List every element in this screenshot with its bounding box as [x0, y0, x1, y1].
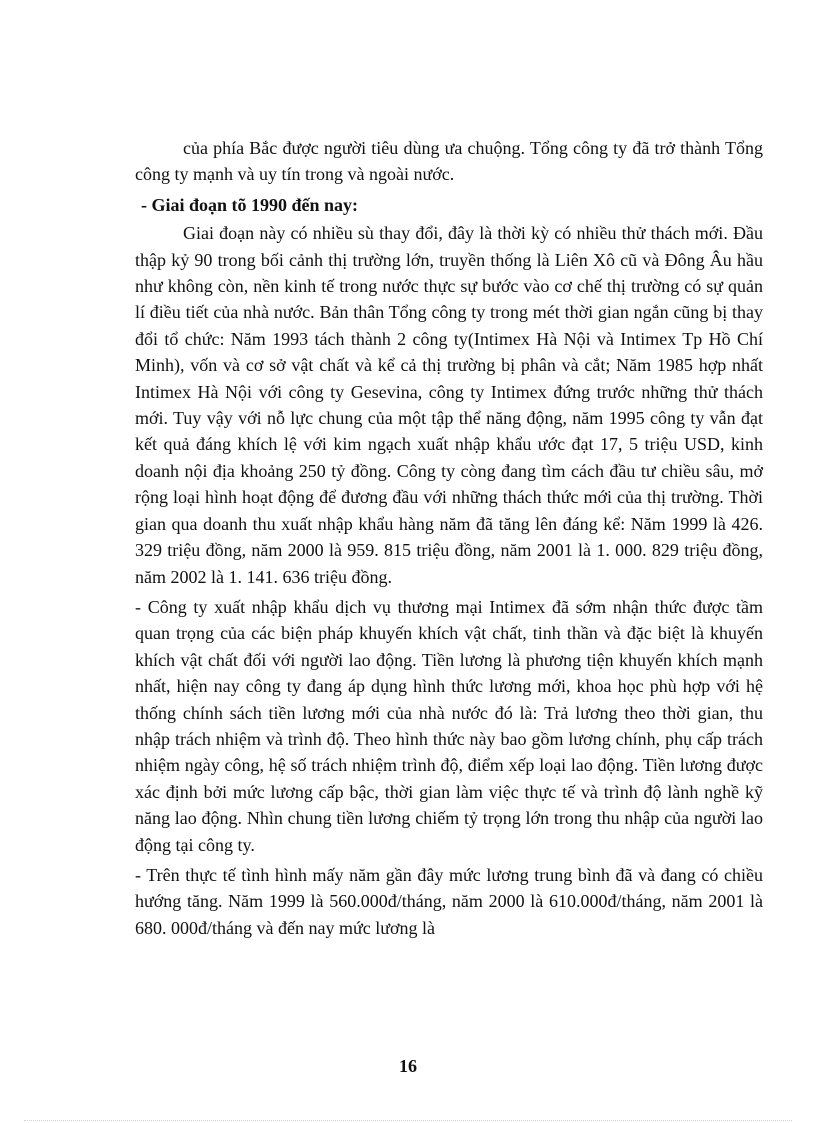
paragraph-period-description: Giai đoạn này có nhiều sù thay đổi, đây là thời kỳ có nhiều thử thách mới. Đầu thập kỷ 90 trong bối cảnh thị trường lớn, truyền thống là Liên Xô cũ và Đông Âu hầu như không còn, nền kinh tế trong nước thực sự bước vào cơ chế thị trường có sự quản lí điều tiết của nhà nước. Bản thân Tổng công ty trong mét thời gian ngắn cũng bị thay đổi tổ chức: Năm 1993 tách thành 2 công ty(Intimex Hà Nội và Intimex Tp Hồ Chí Minh), vốn và cơ sở vật chất và kể cả thị trường bị phân và cắt; Năm 1985 hợp nhất Intimex Hà Nội với công ty Gesevina, công ty Intimex đứng trước những thử thách mới. Tuy vậy với nỗ lực chung của một tập thể năng động, năm 1995 công ty vẫn đạt kết quả đáng khích lệ với kim ngạch xuất nhập khẩu ước đạt 17, 5 triệu USD, kinh doanh nội địa khoảng 250 tỷ đồng. Công ty còng đang tìm cách đầu tư chiều sâu, mở rộng loại hình hoạt động để đương đầu với những thách thức mới của thị trường. Thời gian qua doanh thu xuất nhập khẩu hàng năm đã tăng lên đáng kể: Năm 1999 là 426. 329 triệu đồng, năm 2000 là 959. 815 triệu đồng, năm 2001 là 1. 000. 829 triệu đồng, năm 2002 là 1. 141. 636 triệu đồng. [135, 223, 763, 587]
paragraph-salary-policy: - Công ty xuất nhập khẩu dịch vụ thương mại Intimex đã sớm nhận thức được tầm quan trọng của các biện pháp khuyến khích vật chất, tinh thần và đặc biệt là khuyến khích vật chất đối với người lao động. Tiền lương là phương tiện khuyến khích mạnh nhất, hiện nay công ty đang áp dụng hình thức lương mới, khoa học phù hợp với hệ thống chính sách tiền lương mới của nhà nước đó là: Trả lương theo thời gian, thu nhập trách nhiệm và trình độ. Theo hình thức này bao gồm lương chính, phụ cấp trách nhiệm ngày công, hệ số trách nhiệm trình độ, điểm xếp loại lao động. Tiền lương được xác định bởi mức lương cấp bậc, thời gian làm việc thực tế và trình độ lành nghề kỹ năng lao động. Nhìn chung tiền lương chiếm tỷ trọng lớn trong thu nhập của người lao động tại công ty. [135, 596, 763, 855]
page-bottom-divider [24, 1120, 792, 1121]
section-heading: - Giai đoạn tõ 1990 đến nay: [141, 194, 359, 215]
paragraph-salary-trend: - Trên thực tế tình hình mấy năm gần đây mức lương trung bình đã và đang có chiều hướng tăng. Năm 1999 là 560.000đ/tháng, năm 2000 là 610.000đ/tháng, năm 2001 là 680. 000đ/tháng và đến nay mức lương là [135, 864, 763, 938]
document-body [135, 135, 763, 945]
page-number: 16 [399, 1056, 417, 1076]
paragraph-intro-continuation: của phía Bắc được người tiêu dùng ưa chuộng. Tổng công ty đã trở thành Tổng công ty mạnh và uy tín trong và ngoài nước. [135, 138, 763, 185]
